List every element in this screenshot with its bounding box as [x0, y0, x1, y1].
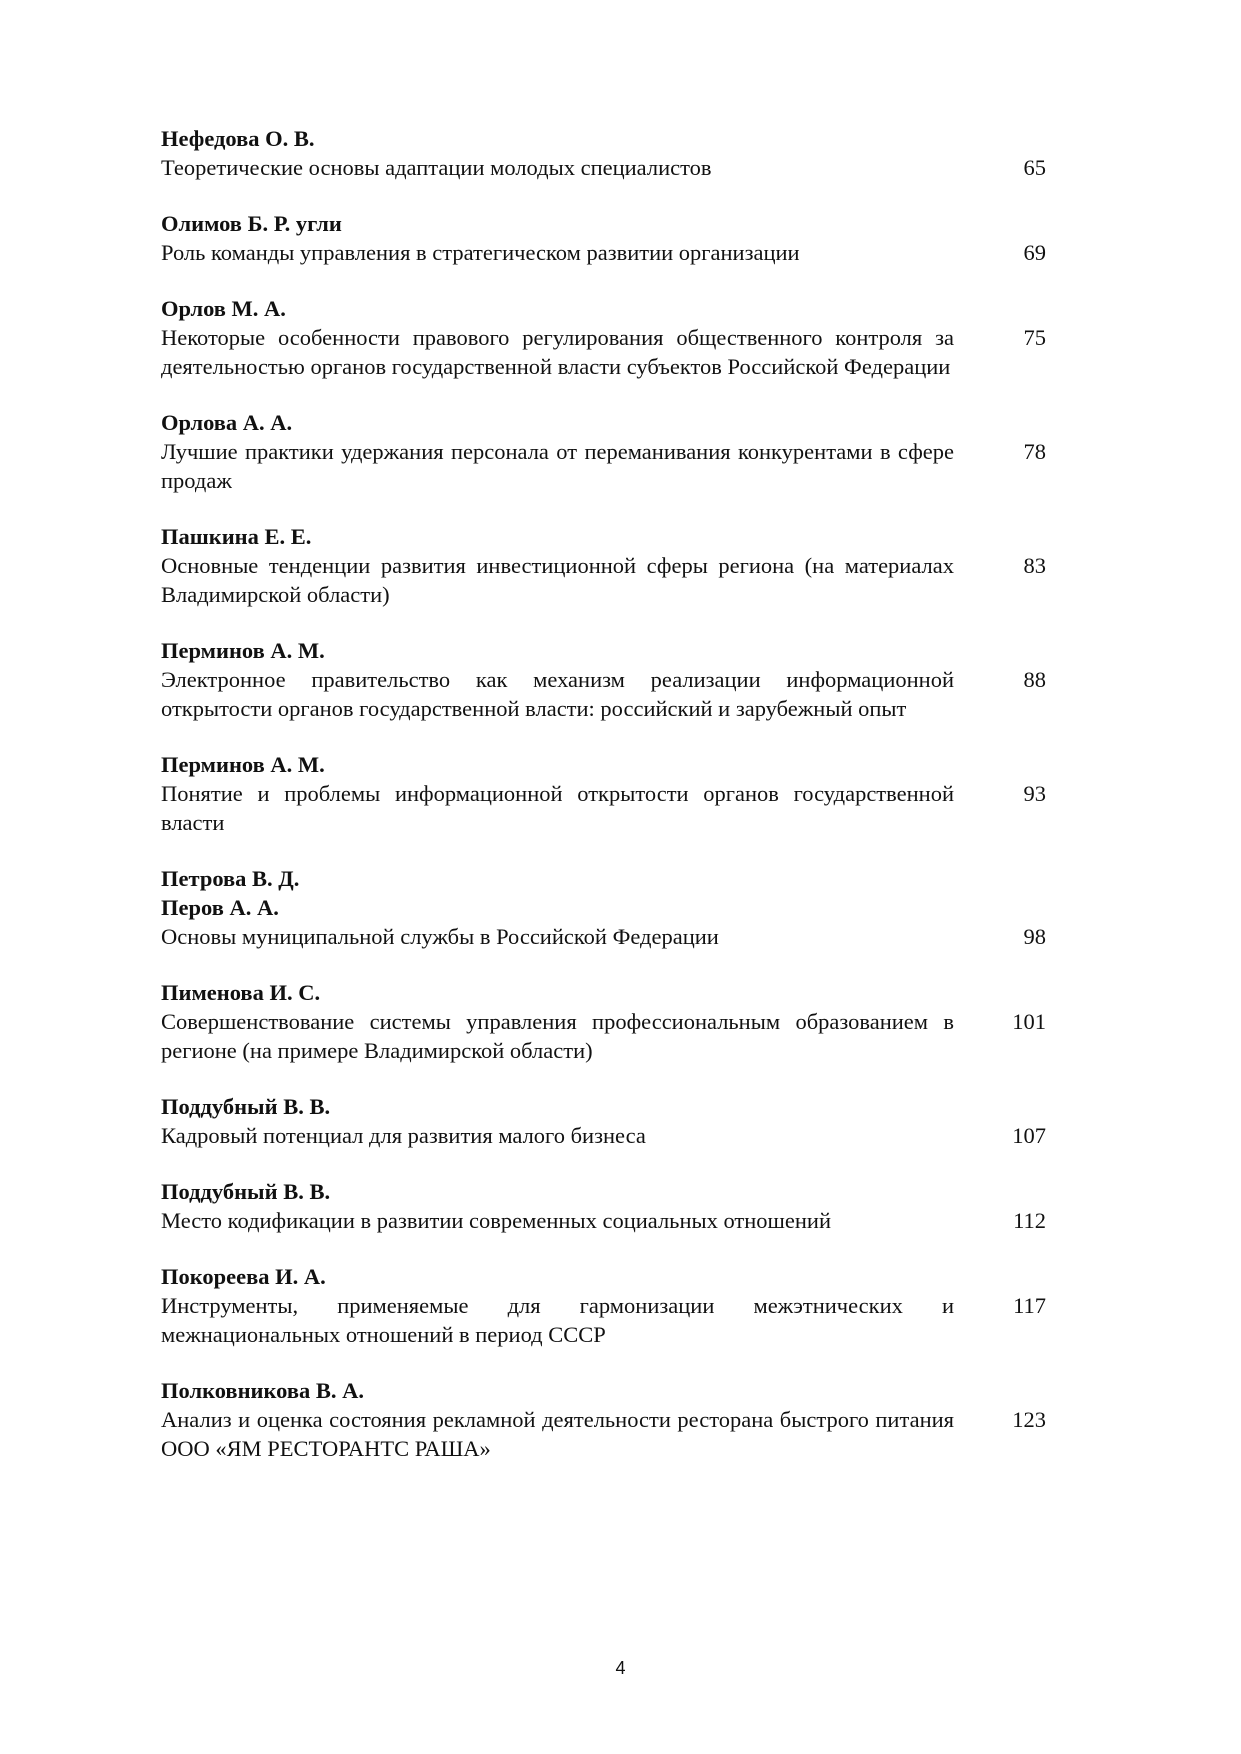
toc-entry	[161, 864, 1046, 951]
entry-author: Перминов А. М.	[161, 752, 325, 777]
entry-author: Нефедова О. В.	[161, 126, 315, 151]
entry-page-number: 101	[1012, 1009, 1046, 1034]
entry-row	[161, 1206, 1046, 1235]
toc-entry	[161, 408, 1046, 495]
entry-row	[161, 1007, 1046, 1065]
toc-entry	[161, 750, 1046, 837]
entry-title: Некоторые особенности правового регулирования общественного контроля за деятельностью органов государственной власти субъектов Российской Федерации	[161, 325, 954, 379]
entry-title: Инструменты, применяемые для гармонизации межэтнических и межнациональных отношений в период СССР	[161, 1293, 954, 1347]
entry-page-number: 69	[1023, 240, 1046, 265]
toc-entry	[161, 978, 1046, 1065]
entry-author: Перов А. А.	[161, 895, 279, 920]
entry-author: Поддубный В. В.	[161, 1094, 331, 1119]
entry-row	[161, 922, 1046, 951]
entry-author: Перминов А. М.	[161, 638, 325, 663]
entry-row	[161, 665, 1046, 723]
entry-title: Теоретические основы адаптации молодых специалистов	[161, 155, 712, 180]
entry-page-number: 75	[1023, 325, 1046, 350]
entry-title: Роль команды управления в стратегическом развитии организации	[161, 240, 800, 265]
entry-title: Анализ и оценка состояния рекламной деятельности ресторана быстрого питания ООО «ЯМ РЕСТОРАНТС РАША»	[161, 1407, 954, 1461]
table-of-contents	[161, 124, 1046, 1490]
entry-title: Лучшие практики удержания персонала от переманивания конкурентами в сфере продаж	[161, 439, 954, 493]
entry-title: Электронное правительство как механизм реализации информационной открытости органов государственной власти: российский и зарубежный опыт	[161, 667, 954, 721]
entry-page-number: 98	[1023, 924, 1046, 949]
entry-title: Кадровый потенциал для развития малого бизнеса	[161, 1123, 646, 1148]
entry-page-number: 107	[1012, 1123, 1046, 1148]
entry-page-number: 83	[1023, 553, 1046, 578]
page-number-footer: 4	[615, 1658, 626, 1678]
entry-page-number: 123	[1012, 1407, 1046, 1432]
toc-entry	[161, 294, 1046, 381]
entry-author: Пименова И. С.	[161, 980, 321, 1005]
entry-author: Орлова А. А.	[161, 410, 293, 435]
entry-row	[161, 1291, 1046, 1349]
entry-author: Поддубный В. В.	[161, 1179, 331, 1204]
entry-page-number: 88	[1023, 667, 1046, 692]
entry-row	[161, 1121, 1046, 1150]
entry-page-number: 78	[1023, 439, 1046, 464]
entry-author: Пашкина Е. Е.	[161, 524, 312, 549]
entry-author: Покореева И. А.	[161, 1264, 326, 1289]
entry-row	[161, 551, 1046, 609]
entry-row	[161, 153, 1046, 182]
toc-entry	[161, 1177, 1046, 1235]
entry-page-number: 93	[1023, 781, 1046, 806]
entry-page-number: 117	[1013, 1293, 1046, 1318]
entry-title: Место кодификации в развитии современных социальных отношений	[161, 1208, 831, 1233]
entry-title: Основные тенденции развития инвестиционной сферы региона (на материалах Владимирской области)	[161, 553, 954, 607]
entry-title: Основы муниципальной службы в Российской Федерации	[161, 924, 719, 949]
entry-author: Полковникова В. А.	[161, 1378, 365, 1403]
entry-row	[161, 323, 1046, 381]
entry-page-number: 112	[1013, 1208, 1046, 1233]
toc-entry	[161, 124, 1046, 182]
toc-entry	[161, 1092, 1046, 1150]
entry-row	[161, 1405, 1046, 1463]
entry-title: Понятие и проблемы информационной открытости органов государственной власти	[161, 781, 954, 835]
entry-title: Совершенствование системы управления профессиональным образованием в регионе (на примере Владимирской области)	[161, 1009, 954, 1063]
entry-page-number: 65	[1023, 155, 1046, 180]
toc-entry	[161, 1376, 1046, 1463]
entry-author: Орлов М. А.	[161, 296, 286, 321]
entry-author: Олимов Б. Р. угли	[161, 211, 342, 236]
entry-author: Петрова В. Д.	[161, 866, 300, 891]
toc-entry	[161, 1262, 1046, 1349]
entry-row	[161, 779, 1046, 837]
entry-row	[161, 238, 1046, 267]
toc-entry	[161, 209, 1046, 267]
entry-row	[161, 437, 1046, 495]
toc-entry	[161, 522, 1046, 609]
toc-entry	[161, 636, 1046, 723]
